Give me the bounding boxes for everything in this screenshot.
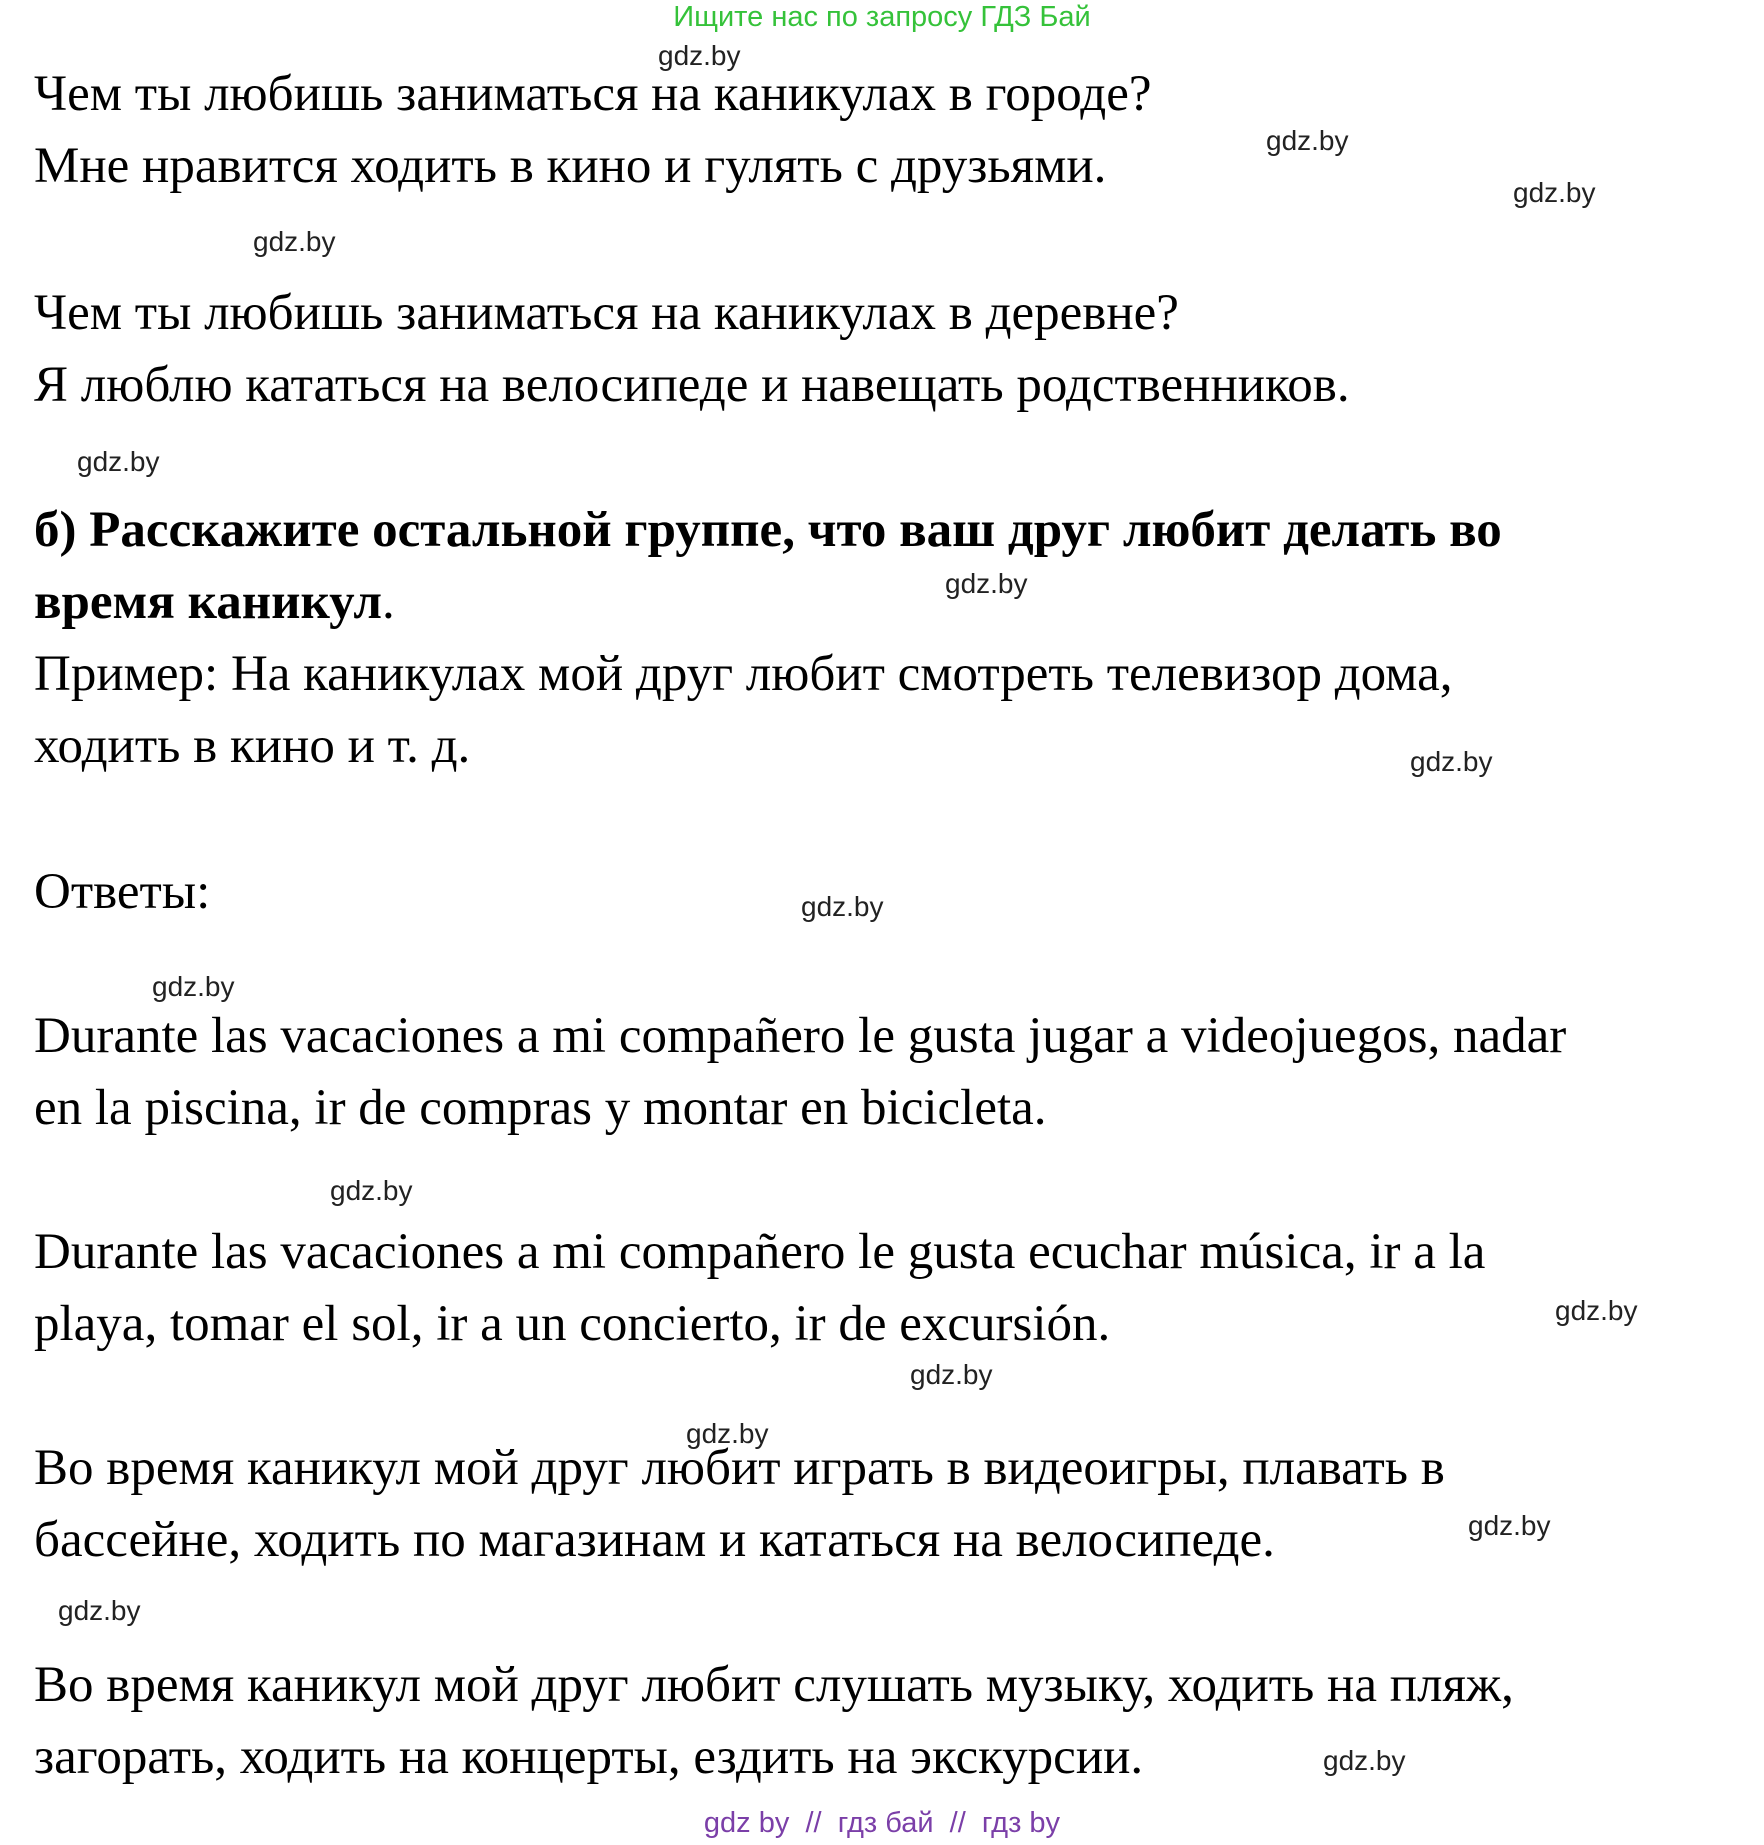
example-line-2: ходить в кино и т. д. xyxy=(34,718,471,774)
answer-4-line-2: загорать, ходить на концерты, ездить на экскурсии. xyxy=(34,1729,1144,1785)
answer-1-line-1: Durante las vacaciones a mi compañero le gusta jugar a videojuegos, nadar xyxy=(34,1008,1567,1064)
watermark: gdz.by xyxy=(686,1418,769,1449)
watermark: gdz.by xyxy=(1323,1745,1406,1776)
watermark: gdz.by xyxy=(152,971,235,1002)
watermark: gdz.by xyxy=(77,446,160,477)
task-period: . xyxy=(382,574,395,630)
answer-paragraph-3 xyxy=(34,1432,1744,1576)
answer-paragraph-2 xyxy=(34,1216,1744,1360)
answer-4-line-1: Во время каникул мой друг любит слушать музыку, ходить на пляж, xyxy=(34,1657,1514,1713)
answer-2-line-2: playa, tomar el sol, ir a un concierto, ir de excursión. xyxy=(34,1296,1111,1352)
dialog-city xyxy=(34,58,1744,202)
watermark: gdz.by xyxy=(1266,125,1349,156)
watermark: gdz.by xyxy=(1468,1510,1551,1541)
answer-village: Я люблю кататься на велосипеде и навещать родственников. xyxy=(34,357,1350,413)
question-city: Чем ты любишь заниматься на каникулах в городе? xyxy=(34,66,1152,122)
answer-2-line-1: Durante las vacaciones a mi compañero le gusta ecuchar música, ir a la xyxy=(34,1224,1486,1280)
watermark: gdz.by xyxy=(945,568,1028,599)
answer-3-line-1: Во время каникул мой друг любит играть в видеоигры, плавать в xyxy=(34,1440,1445,1496)
answer-paragraph-1 xyxy=(34,1000,1744,1144)
footer-links: gdz by // гдз бай // гдз by xyxy=(703,1807,1061,1839)
watermark: gdz.by xyxy=(801,891,884,922)
header-search-note: Ищите нас по запросу ГДЗ Бай xyxy=(673,1,1091,33)
watermark: gdz.by xyxy=(58,1595,141,1626)
answer-city: Мне нравится ходить в кино и гулять с друзьями. xyxy=(34,138,1107,194)
task-instruction xyxy=(34,494,1744,638)
answer-3-line-2: бассейне, ходить по магазинам и кататься на велосипеде. xyxy=(34,1512,1275,1568)
answers-heading: Ответы: xyxy=(34,864,211,920)
watermark: gdz.by xyxy=(910,1359,993,1390)
watermark: gdz.by xyxy=(658,40,741,71)
watermark: gdz.by xyxy=(330,1175,413,1206)
question-village: Чем ты любишь заниматься на каникулах в деревне? xyxy=(34,285,1179,341)
watermark: gdz.by xyxy=(1513,177,1596,208)
watermark: gdz.by xyxy=(253,226,336,257)
answer-paragraph-4 xyxy=(34,1649,1744,1793)
example-line-1: Пример: На каникулах мой друг любит смотреть телевизор дома, xyxy=(34,646,1453,702)
answer-1-line-2: en la piscina, ir de compras y montar en bicicleta. xyxy=(34,1080,1047,1136)
watermark: gdz.by xyxy=(1555,1295,1638,1326)
dialog-village xyxy=(34,277,1744,421)
task-line-2: время каникул xyxy=(34,574,383,630)
watermark: gdz.by xyxy=(1410,746,1493,777)
task-line-1: б) Расскажите остальной группе, что ваш друг любит делать во xyxy=(34,502,1502,558)
